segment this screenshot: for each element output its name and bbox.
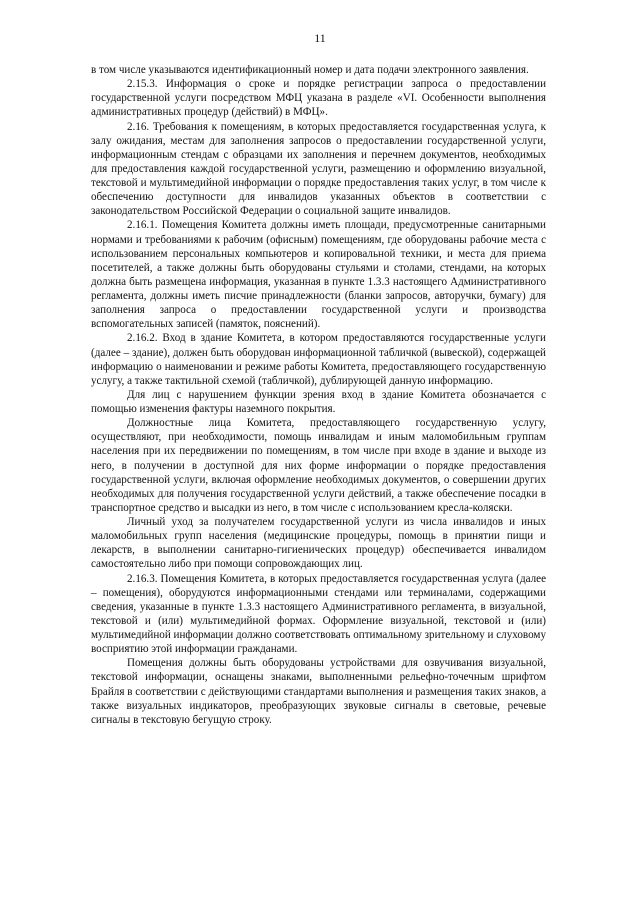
paragraph: 2.16.3. Помещения Комитета, в которых предоставляется государственная услуга (далее – помещения), оборудуются информационными стендами или терминалами, содержащими сведения, указанные в пункте 1.3.3 настоящего Административного регламента, в визуальной, текстовой и (или) мультимедийной формах. Оформление визуальной, текстовой и (или) мультимедийной информации должно соответствовать оптимальному зрительному и слуховому восприятию этой информации гражданами. [91,572,546,656]
paragraph: Помещения должны быть оборудованы устройствами для озвучивания визуальной, текстовой информации, оснащены знаками, выполненными рельефно-точечным шрифтом Брайля в соответствии с действующими стандартами выполнения и размещения таких знаков, а также визуальных индикаторов, преобразующих звуковые сигналы в световые, речевые сигналы в текстовую бегущую строку. [91,657,546,726]
paragraph: 2.16. Требования к помещениям, в которых предоставляется государственная услуга, к залу ожидания, местам для заполнения запросов о предоставлении государственной услуги, информационным стендам с образцами их заполнения и перечнем документов, необходимых для предоставления каждой государственной услуги, размещению и оформлению визуальной, текстовой и мультимедийной информации о порядке предоставления таких услуг, в том числе к обеспечению доступности для инвалидов указанных объектов в соответствии с законодательством Российской Федерации о социальной защите инвалидов. [91,120,546,218]
paragraph: Для лиц с нарушением функции зрения вход в здание Комитета обозначается с помощью изменения фактуры наземного покрытия. [91,388,546,415]
paragraph: Личный уход за получателем государственной услуги из числа инвалидов и иных маломобильных групп населения (медицинские процедуры, помощь в принятии пищи и лекарств, в выполнении санитарно-гигиенических процедур) обеспечивается инвалидом самостоятельно либо при помощи сопровождающих лиц. [91,516,546,571]
paragraph: в том числе указываются идентификационный номер и дата подачи электронного заявления. [91,64,529,76]
paragraph: 2.16.2. Вход в здание Комитета, в котором предоставляются государственные услуги (далее – здание), должен быть оборудован информационной табличкой (вывеской), содержащей информацию о наименовании и режиме работы Комитета, предоставляющего государственную услугу, а также тактильной схемой (табличкой), дублирующей данную информацию. [91,332,546,387]
paragraph: 2.15.3. Информация о сроке и порядке регистрации запроса о предоставлении государственной услуги посредством МФЦ указана в разделе «VI. Особенности выполнения административных процедур (действий) в МФЦ». [91,78,546,119]
paragraph: Должностные лица Комитета, предоставляющего государственную услугу, осуществляют, при необходимости, помощь инвалидам и иным маломобильным группам населения при их передвижении по помещениям, в том числе при входе в здание и выходе из него, в получении в доступной для них форме информации о порядке предоставления государственной услуги, включая оформление необходимых документов, о совершении других необходимых для получения государственной услуги действий, а также обеспечение посадки в транспортное средство и высадки из него, в том числе с использованием кресла-коляски. [91,417,546,514]
paragraph: 2.16.1. Помещения Комитета должны иметь площади, предусмотренные санитарными нормами и требованиями к рабочим (офисным) помещениям, где оборудованы рабочие места с использованием персональных компьютеров и копировальной техники, и места для приема посетителей, а также должны быть оборудованы стульями и столами, стендами, на которых должна быть размещена информация, указанная в пункте 1.3.3 настоящего Административного регламента, должны иметь писчие принадлежности (бланки запросов, авторучки, бумагу) для заполнения запроса о предоставлении государственной услуги и производства вспомогательных записей (памяток, пояснений). [91,219,546,331]
document-body [91,63,546,727]
page-number: 11 [314,31,326,45]
